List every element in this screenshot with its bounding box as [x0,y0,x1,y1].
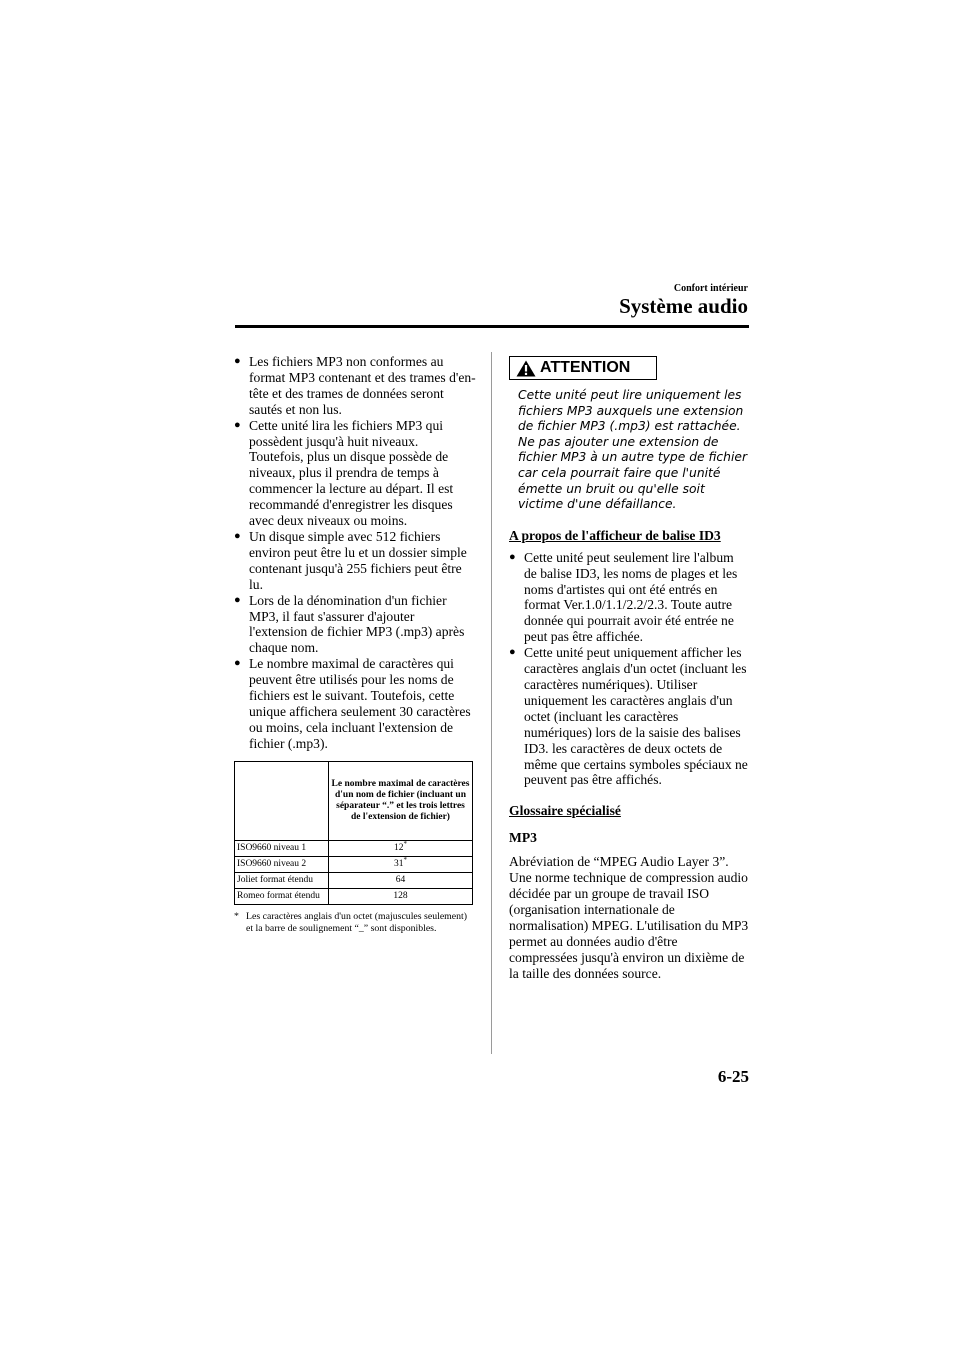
list-item: ● Les fichiers MP3 non conformes au format MP3 contenant et des trames d'en-tête et des trames de données seront sautés et non lus. [234,354,476,417]
table-header-cell: Le nombre maximal de caractères d'un nom de fichier (incluant un séparateur “.” et les trois lettres de l'extension de fichier) [329,761,473,840]
footnote-marker: * [403,855,407,864]
header-rule [235,325,749,328]
bullet-icon: ● [234,355,241,367]
left-column [234,354,476,935]
list-item: ● Cette unité peut seulement lire l'album de balise ID3, les noms de plages et les noms d'artistes qui ont été entrés en format Ver.1.0/1.1/2.2/2.3. Toute autre donnée qui pourrait avoir été entrée ne peut pas être affichée. [509,549,738,645]
table-cell-label: Joliet format étendu [235,872,329,888]
id3-bullet-list [509,550,749,789]
list-item: ● Cette unité peut uniquement afficher les caractères anglais d'un octet (incluant les caractères numériques). Utiliser uniquement les caractères anglais d'un octet (incluant les caractères numériques) lors de la saisie des balises ID3. les caractères de deux octets de même que certains symboles spéciaux ne peuvent pas être affichés. [509,645,748,788]
list-item: ● Lors de la dénomination d'un fichier MP3, il faut s'assurer d'ajouter l'extension de fichier MP3 (.mp3) après chaque nom. [234,592,465,656]
glossary-term: MP3 [509,830,537,846]
table-cell-label: ISO9660 niveau 2 [235,856,329,872]
bullet-icon: ● [234,593,241,606]
mp3-bullet-list [234,354,476,752]
table-cell-value: 64 [329,872,473,888]
table-footnote: * Les caractères anglais d'un octet (majuscules seulement) et la barre de soulignement “_” sont disponibles. [234,910,468,934]
bullet-icon: ● [509,646,516,659]
table-cell-value: 12* [329,840,473,856]
table-cell-label: Romeo format étendu [235,888,329,904]
table-row [235,888,473,904]
list-item: ● Le nombre maximal de caractères qui peuvent être utilisés pour les noms de fichiers est le suivant. Toutefois, cette unique affichera seulement 30 caractères ou moins, cela incluant l'extension de fichier (.mp3). [234,656,471,751]
footnote-marker: * [403,839,407,848]
footnote-mark: * [234,910,239,922]
table-header-row [235,761,473,840]
table-row [235,856,473,872]
header-section-label: Confort intérieur [673,283,748,294]
table-row [235,840,473,856]
attention-text: Cette unité peut lire uniquement les fichiers MP3 auxquels une extension de fichier MP3 (.mp3) est rattachée. Ne pas ajouter une extension de fichier MP3 à un autre type de fichier car cela pourrait faire que l'unité émette un bruit ou qu'elle soit victime d'une défaillance. [518,388,748,512]
table-corner-cell [235,761,329,840]
id3-heading: A propos de l'afficheur de balise ID3 [509,527,721,543]
list-item: ● Cette unité lira les fichiers MP3 qui possèdent jusqu'à huit niveaux. Toutefois, plus un disque possède de niveaux, plus il prendra de temps à commencer la lecture au départ. Il est recommandé d'enregistrer les disques avec deux niveaux ou moins. [234,417,454,529]
bullet-icon: ● [509,550,516,563]
list-item: ● Un disque simple avec 512 fichiers environ peut être lu et un dossier simple contenant jusqu'à 255 fichiers peut être lu. [234,528,467,592]
table-cell-value: 31* [329,856,473,872]
glossary-definition: Abréviation de “MPEG Audio Layer 3”. Une norme technique de compression audio décidée par un groupe de travail ISO (organisation internationale de normalisation) MPEG. L'utilisation du MP3 permet au données audio d'être compressées jusqu'à environ un dixième de la taille des données source. [509,854,749,981]
right-column [509,356,749,982]
attention-label: ATTENTION [509,356,657,380]
page-number: 6-25 [717,1067,749,1086]
table-cell-value: 128 [329,888,473,904]
warning-icon [516,360,536,377]
bullet-icon: ● [234,529,241,542]
glossary-heading: Glossaire spécialisé [509,803,621,819]
bullet-icon: ● [234,657,241,670]
filename-length-table [234,761,473,905]
table-row [235,872,473,888]
column-divider [491,352,492,1054]
attention-box [509,356,749,382]
bullet-icon: ● [234,418,241,431]
table-cell-label: ISO9660 niveau 1 [235,840,329,856]
page-title: Système audio [619,294,748,318]
